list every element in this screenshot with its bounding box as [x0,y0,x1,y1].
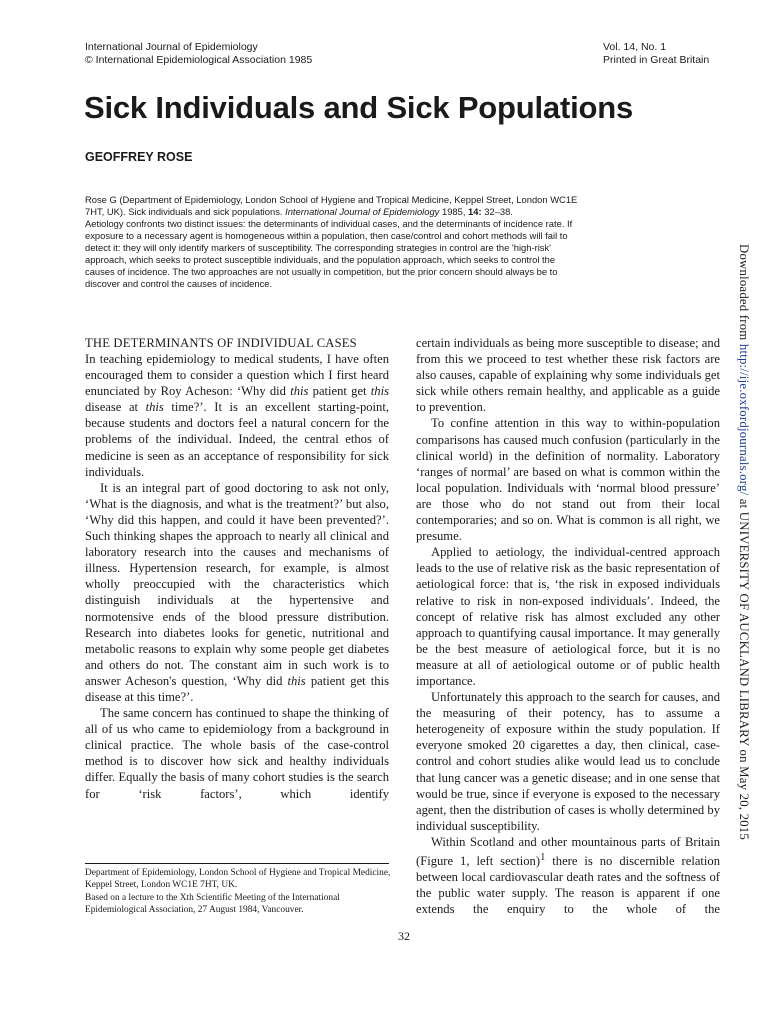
printed-line: Printed in Great Britain [603,54,710,66]
issue-header [603,41,709,67]
paragraph-text: Within Scotland and other mountainous parts of Britain (Figure 1, left section) [416,834,720,869]
citation-journal: International Journal of Epidemiology [285,206,440,217]
paragraph: Applied to aetiology, the individual-centred approach leads to the use of relative risk as the basic representation of aetiological force: that is, ‘the risk in exposed individuals relative to risk in non-exposed individuals’. Indeed, the concept of relative risk has almost excluded any other approach to quantifying causal importance. It may generally be the best measure of aetiological force, but it is no measure at all of aetiological outome or of public health importance. [416,545,720,688]
left-column [85,335,389,802]
journal-link[interactable]: http://ije.oxfordjournals.org/ [737,343,751,496]
article-title: Sick Individuals and Sick Populations [84,90,634,125]
footnote-lecture: Based on a lecture to the Xth Scientific Meeting of the International Epidemiological Association, 27 August 1984, Vancouver. [85,892,340,915]
summary-line: Aetiology confronts two distinct issues: the determinants of individual cases, and the determinants of incidence rate. If [85,218,573,229]
paragraph-text: patient get [308,384,371,399]
journal-header [85,41,312,67]
summary-line: causes of incidence. The two approaches are not usually in competition, but the prior concern should always be to [85,266,558,277]
page-number: 32 [398,929,410,943]
volume-line: Vol. 14, No. 1 [603,41,667,53]
paragraph-text: It is an integral part of good doctoring to ask not only, ‘What is the diagnosis, and what is the treatment?’ but also, ‘Why did this happen, and could it have been prevented?’. Such thinking shapes the approach to nearly all clinical and laboratory research into the causes and mechanisms of illness. Hypertension research, for example, is almost wholly preoccupied with the characteristics which distinguish individuals at the hypertensive and normotensive ends of the blood pressure distribution. Research into diabetes looks for genetic, nutritional and metabolic reasons to explain why some people get diabetes and others do not. The constant aim in such work is to answer Acheson's question, ‘Why did [85,480,389,688]
section-heading: THE DETERMINANTS OF INDIVIDUAL CASES [85,336,357,350]
emphasis: this [287,673,306,688]
citation-line [85,206,685,218]
watermark-suffix: at UNIVERSITY OF AUCKLAND LIBRARY on May 20, 2015 [737,495,751,840]
paragraph-text: there is no discernible relation between local cardiovascular death rates and the softness of the public water supply. The reason is apparent if one extends the enquiry to the whole of the [416,854,720,917]
reference-marker: 1 [540,852,546,863]
footnote-divider [85,863,389,864]
paragraph: certain individuals as being more susceptible to disease; and from this we proceed to test whether these risk factors are also causes, capable of explaining why some individuals get sick while others remain healthy, and applicable as a guide to prevention. [416,336,720,415]
paragraph: The same concern has continued to shape the thinking of all of us who came to epidemiology from a background in clinical practice. The whole basis of the case-control method is to discover how sick and healthy individuals differ. Equally the basis of many cohort studies is the search for ‘risk factors’, which identify [85,706,389,801]
paragraph-text: In teaching epidemiology to medical students, I have often encouraged them to consider a question which I first heard enunciated by Roy Acheson: ‘Why did [85,352,389,399]
right-column [416,335,720,918]
paragraph-text: patient get this disease at this time?’. [85,673,389,704]
citation-pages: 32–38. [481,206,513,217]
paragraph-text: disease at [85,400,146,415]
emphasis: this [290,384,309,399]
summary-line: approach, which seeks to protect susceptible individuals, and the population approach, which seeks to control the [85,254,556,265]
summary-line: detect it: they will only identify markers of susceptibility. The corresponding strategies in control are the 'high-risk' [85,242,551,253]
paragraph-text: time?’. It is an excellent starting-point, because students and doctors feel a natural concern for the problems of the individual. Indeed, the central ethos of medicine is seen as an acceptance of responsibility for sick individuals. [85,400,389,479]
paragraph [85,351,389,480]
footnotes [85,867,395,916]
copyright-line: © International Epidemiological Association 1985 [85,54,313,66]
citation-year: 1985, [439,206,469,217]
abstract [85,194,685,290]
journal-name: International Journal of Epidemiology [85,41,258,53]
footnote-affiliation: Department of Epidemiology, London School of Hygiene and Tropical Medicine, Keppel Street, London WC1E 7HT, UK. [85,868,391,891]
watermark-prefix: Downloaded from [737,244,751,344]
emphasis: this [370,384,389,399]
citation-volume: 14: [468,206,482,217]
download-watermark [736,244,751,840]
emphasis: this [145,400,164,415]
summary-line: exposure to a necessary agent is homogeneous within a population, then case/control and cohort methods will fail to [85,230,568,241]
paragraph [416,834,720,918]
paragraph [85,480,389,705]
author-name: GEOFFREY ROSE [85,150,193,164]
summary-line: discover and control the causes of incidence. [85,278,273,289]
citation-line: Rose G (Department of Epidemiology, London School of Hygiene and Tropical Medicine, Keppel Street, London WC1E [85,194,578,205]
paragraph: To confine attention in this way to within-population comparisons has caused much confusion (particularly in the clinical world) in the definition of normality. Laboratory ‘ranges of normal’ are based on what is common within the local population. Individuals with ‘normal blood pressure’ are those who do not stand out from their local contemporaries; and so on. What is common is all right, we presume. [416,416,720,544]
citation-text: 7HT, UK). Sick individuals and sick populations. [85,206,283,217]
paragraph: Unfortunately this approach to the search for causes, and the measuring of their potency, has to assume a heterogeneity of exposure within the study population. If everyone smoked 20 cigarettes a day, then clinical, case-control and cohort studies alike would lead us to conclude that lung cancer was a genetic disease; and in one sense that would be true, since if everyone is exposed to the necessary agent, then the distribution of cases is wholly determined by individual susceptibility. [416,690,720,833]
